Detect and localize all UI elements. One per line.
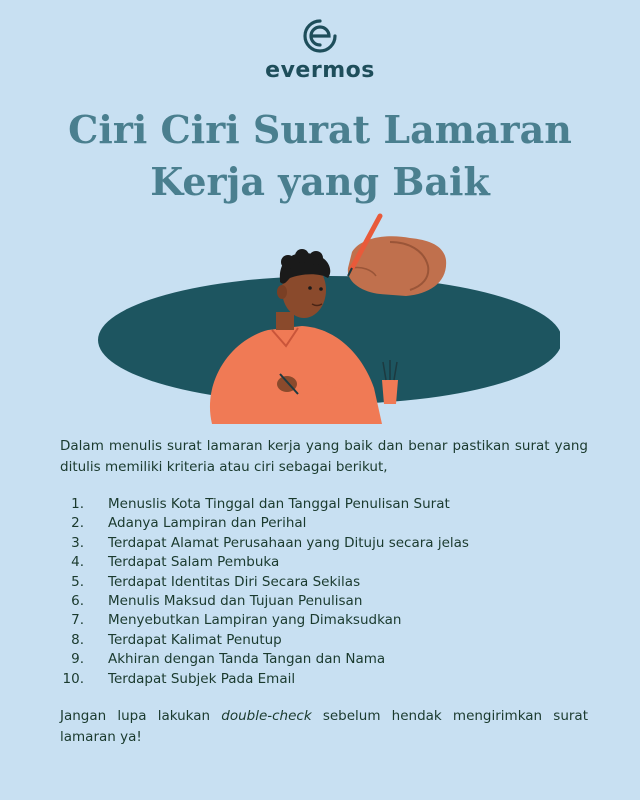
page-title-line-1: Ciri Ciri Surat Lamaran <box>68 107 572 152</box>
list-item: 1. Menuslis Kota Tinggal dan Tanggal Penulisan Surat <box>71 496 450 512</box>
evermos-logo-icon <box>302 18 338 54</box>
list-item: 8. Terdapat Kalimat Penutup <box>71 631 282 648</box>
list-item: 3. Terdapat Alamat Perusahaan yang Dituju secara jelas <box>71 534 469 551</box>
list-item: 9. Akhiran dengan Tanda Tangan dan Nama <box>71 651 386 668</box>
brand-name: evermos <box>265 58 375 83</box>
page-title-line-2: Kerja yang Baik <box>150 159 490 204</box>
list-item: 7. Menyebutkan Lampiran yang Dimaksudkan <box>71 612 402 629</box>
list-item: 4. Terdapat Salam Pembuka <box>71 554 280 571</box>
intro-paragraph: Dalam menulis surat lamaran kerja yang baik dan benar pastikan surat yang ditulis memiliki kriteria atau ciri sebagai berikut, <box>60 438 588 475</box>
closing-paragraph: Jangan lupa lakukan double-check sebelum hendak mengirimkan surat lamaran ya! <box>60 708 588 745</box>
list-item: 2. Adanya Lampiran dan Perihal <box>71 515 307 532</box>
criteria-list <box>60 495 590 689</box>
list-item: 6. Menulis Maksud dan Tujuan Penulisan <box>71 593 363 610</box>
double-check-emphasis: double-check <box>221 708 312 724</box>
page-title <box>20 104 620 208</box>
brand-header <box>0 18 640 83</box>
pencil-cup <box>382 380 398 404</box>
writing-man-illustration <box>90 212 560 427</box>
list-item: 5. Terdapat Identitas Diri Secara Sekilas <box>71 573 361 590</box>
list-item: 10. Terdapat Subjek Pada Email <box>62 670 296 687</box>
